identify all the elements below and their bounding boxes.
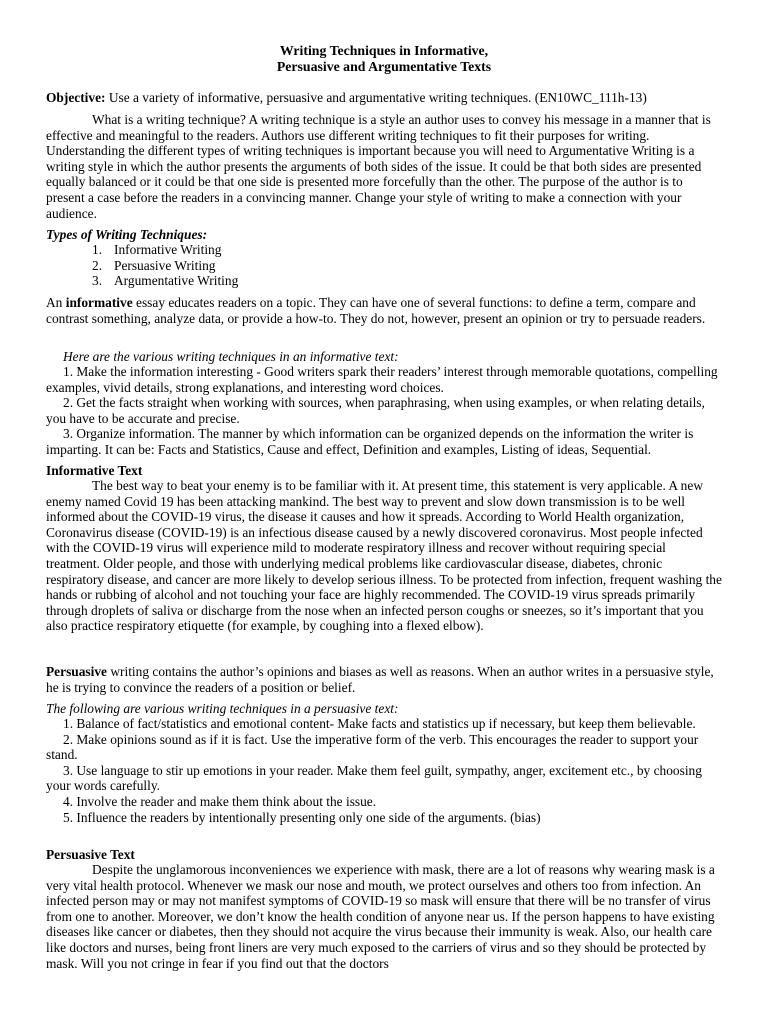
list-item: 1. Informative Writing xyxy=(92,242,222,257)
list-item: 5. Influence the readers by intentionally presenting only one side of the arguments. (bias) xyxy=(63,809,541,825)
list-item: 1. Balance of fact/statistics and emotional content- Make facts and statistics up if necessary, but keep them believable. xyxy=(63,716,696,731)
objective-text: Use a variety of informative, persuasive and argumentative writing techniques. (EN10WC_111h-13) xyxy=(105,90,647,105)
informative-text-heading: Informative Text xyxy=(46,463,143,478)
persuasive-techniques-list xyxy=(46,716,722,825)
list-item: 3. Argumentative Writing xyxy=(92,273,239,289)
persuasive-techniques-intro: The following are various writing techniques in a persuasive text: xyxy=(46,701,399,716)
list-item: 4. Involve the reader and make them think about the issue. xyxy=(63,793,377,809)
list-item: 1. Make the information interesting - Good writers spark their readers’ interest through memorable quotations, compelling examples, vivid details, strong explanations, and interesting word choices. xyxy=(46,364,718,395)
objective-label: Objective: xyxy=(46,90,106,105)
document-title-line-2: Persuasive and Argumentative Texts xyxy=(276,59,492,74)
document-title-line-1: Writing Techniques in Informative, xyxy=(279,43,489,58)
list-item: 2. Get the facts straight when working with sources, when paraphrasing, when using examples, or when relating details, you have to be accurate and precise. xyxy=(46,395,705,426)
list-item: 2. Persuasive Writing xyxy=(92,257,216,273)
informative-techniques-intro: Here are the various writing techniques in an informative text: xyxy=(63,349,399,364)
list-item: 3. Organize information. The manner by which information can be organized depends on the information the writer is imparting. It can be: Facts and Statistics, Cause and effect, Definition and examples, Listing of ideas, Sequential. xyxy=(46,426,694,457)
informative-text-body: The best way to beat your enemy is to be familiar with it. At present time, this statement is very applicable. A new enemy named Covid 19 has been attacking mankind. The best way to prevent and slow down transmission is to be well informed about the COVID-19 virus, the disease it causes and how it spreads. According to World Health organization, Coronavirus disease (COVID-19) is an infectious disease caused by a newly discovered coronavirus. Most people infected with the COVID-19 virus will experience mild to moderate respiratory illness and recover without requiring special treatment. Older people, and those with underlying medical problems like cardiovascular disease, diabetes, chronic respiratory disease, and cancer are more likely to develop serious illness. To be protected from infection, frequent washing the hands or rubbing of alcohol and not touching your face are highly recommended. The COVID-19 virus spreads primarily through droplets of saliva or discharge from the nose when an infected person coughs or sneezes, so it’s important that you also practice respiratory etiquette (for example, by coughing into a flexed elbow). xyxy=(46,478,722,634)
persuasive-text-body: Despite the unglamorous inconveniences we experience with mask, there are a lot of reasons why wearing mask is a very vital health protocol. Whenever we mask our nose and mouth, we protect ourselves and others too from infection. An infected person may or may not manifest symptoms of COVID-19 so mask will ensure that there will be no transfer of virus from one to another. Moreover, we don’t know the health condition of anyone near us. If the person happens to have existing diseases like cancer or diabetes, then they should not acquire the virus because their immunity is weak. Also, our health care like doctors and nurses, being front liners are very much exposed to the carriers of virus and so they should be protected by mask. Will you not cringe in fear if you find out that the doctors xyxy=(46,862,715,971)
objective xyxy=(46,90,722,106)
informative-techniques-list xyxy=(46,364,722,458)
list-item: 3. Use language to stir up emotions in your reader. Make them feel guilt, sympathy, anger, excitement etc., by choosing your words carefully. xyxy=(46,762,702,794)
types-list xyxy=(46,242,768,289)
persuasive-text-heading: Persuasive Text xyxy=(46,847,135,862)
list-item: 2. Make opinions sound as if it is fact. Use the imperative form of the verb. This encourages the reader to support your stand. xyxy=(46,731,699,763)
intro-paragraph: What is a writing technique? A writing technique is a style an author uses to convey his message in a manner that is effective and meaningful to the readers. Authors use different writing techniques to fit their purposes for writing. Understanding the different types of writing techniques is important because you will need to Argumentative Writing is a writing style in which the author presents the arguments of both sides of the issue. It could be that both sides are presented equally balanced or it could be that one side is presented more forcefully than the other. The purpose of the author is to present a case before the readers in a convincing manner. Change your style of writing to make a connection with your audience. xyxy=(46,112,711,221)
informative-definition: An informative essay educates readers on a topic. They can have one of several functions: to define a term, compare and contrast something, analyze data, or provide a how-to. They do not, however, present an opinion or try to persuade readers. xyxy=(46,295,706,326)
types-heading: Types of Writing Techniques: xyxy=(46,227,208,242)
persuasive-definition: Persuasive writing contains the author’s opinions and biases as well as reasons. When an author writes in a persuasive style, he is trying to convince the readers of a position or belief. xyxy=(46,664,714,695)
